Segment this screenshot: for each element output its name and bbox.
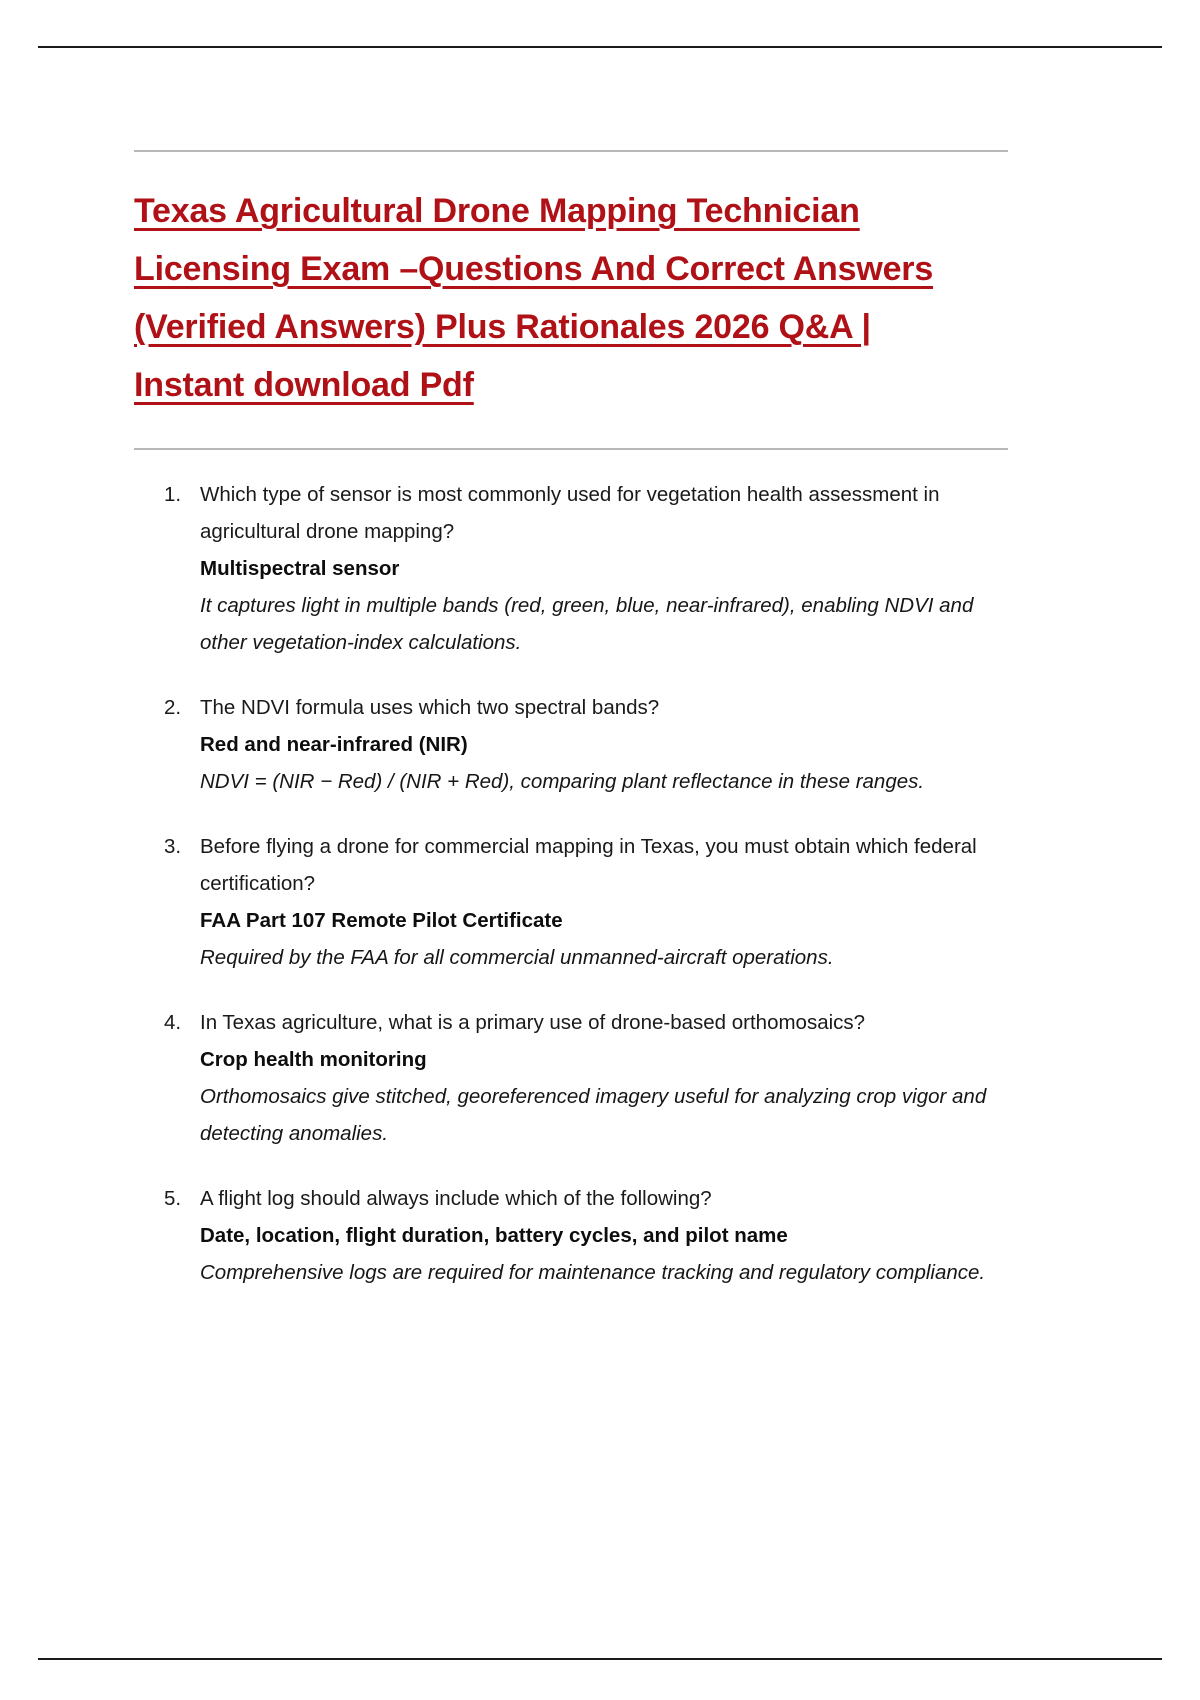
- qa-item: [134, 1180, 1008, 1291]
- question-text: In Texas agriculture, what is a primary use of drone-based orthomosaics?: [200, 1011, 866, 1034]
- page-top-rule: [38, 46, 1162, 48]
- qa-item: [134, 1004, 1008, 1152]
- answer-text: Crop health monitoring: [200, 1048, 427, 1071]
- qa-item: [134, 828, 1008, 976]
- question-text: Which type of sensor is most commonly used for vegetation health assessment in agricultural drone mapping?: [200, 483, 940, 543]
- rationale-text: NDVI = (NIR − Red) / (NIR + Red), comparing plant reflectance in these ranges.: [200, 770, 925, 793]
- title-line-2: Licensing Exam –Questions And Correct Answers: [134, 250, 934, 288]
- qa-item: [134, 476, 1008, 661]
- rationale-text: Required by the FAA for all commercial unmanned-aircraft operations.: [200, 946, 834, 969]
- page-bottom-rule: [38, 1658, 1162, 1660]
- question-number: 2.: [164, 696, 182, 719]
- page-title: [134, 182, 1008, 414]
- question-list: [134, 476, 1008, 1291]
- document-content: [134, 150, 1008, 1291]
- answer-text: FAA Part 107 Remote Pilot Certificate: [200, 909, 563, 932]
- rationale-text: Comprehensive logs are required for maintenance tracking and regulatory compliance.: [200, 1261, 986, 1284]
- answer-text: Date, location, flight duration, battery cycles, and pilot name: [200, 1224, 788, 1247]
- question-text: The NDVI formula uses which two spectral bands?: [200, 696, 660, 719]
- question-text: Before flying a drone for commercial mapping in Texas, you must obtain which federal certification?: [200, 835, 977, 895]
- title-bottom-divider: [134, 448, 1008, 450]
- title-top-divider: [134, 150, 1008, 152]
- title-line-4: Instant download Pdf: [134, 366, 474, 404]
- qa-item: [134, 689, 1008, 800]
- rationale-text: It captures light in multiple bands (red, green, blue, near-infrared), enabling NDVI and other vegetation-index calculations.: [200, 594, 974, 654]
- answer-text: Multispectral sensor: [200, 557, 400, 580]
- question-number: 3.: [164, 835, 182, 858]
- question-number: 4.: [164, 1011, 182, 1034]
- answer-text: Red and near-infrared (NIR): [200, 733, 468, 756]
- question-number: 5.: [164, 1187, 182, 1210]
- title-line-1: Texas Agricultural Drone Mapping Technician: [134, 192, 860, 230]
- rationale-text: Orthomosaics give stitched, georeferenced imagery useful for analyzing crop vigor and detecting anomalies.: [200, 1085, 987, 1145]
- question-number: 1.: [164, 483, 182, 506]
- question-text: A flight log should always include which of the following?: [200, 1187, 712, 1210]
- title-line-3: (Verified Answers) Plus Rationales 2026 Q&A |: [134, 308, 871, 346]
